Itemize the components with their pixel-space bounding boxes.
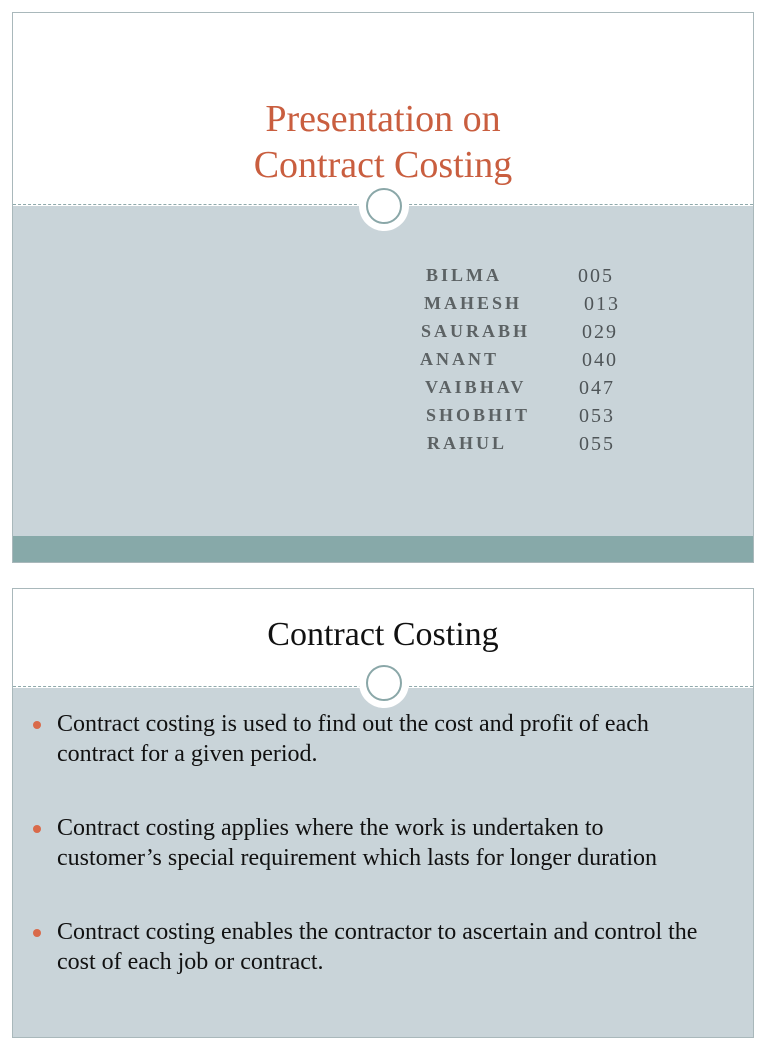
bullet-text: Contract costing applies where the work is undertaken to customer’s special requirement which lasts for longer duration [57,815,658,871]
bullet-item [33,709,713,769]
member-row [413,405,653,433]
member-name: MAHESH [424,293,523,313]
bullet-text: Contract costing is used to find out the cost and profit of each contract for a given period. [57,711,649,767]
member-list [413,265,653,461]
circle-ring [366,188,402,224]
member-name: SAURABH [421,321,531,341]
bullet-list [33,709,713,1021]
member-row [413,321,653,349]
content-slide [12,588,754,1038]
divider-circle-icon [359,658,409,708]
slide-title: Contract Costing [267,616,499,653]
bullet-text: Contract costing enables the contractor to ascertain and control the cost of each job or contract. [57,919,698,975]
member-row [413,293,653,321]
footer-bar [13,536,753,562]
member-roll: 055 [579,433,615,455]
member-name: SHOBHIT [426,405,531,425]
title-line-1: Presentation on [265,98,501,140]
bullet-dot-icon [33,929,41,937]
member-name: RAHUL [427,433,508,453]
member-name: ANANT [420,349,500,369]
member-row [413,433,653,461]
member-roll: 029 [582,321,618,343]
title-slide [12,12,754,563]
member-row [413,377,653,405]
bullet-dot-icon [33,721,41,729]
member-roll: 040 [582,349,618,371]
member-roll: 005 [578,265,614,287]
bullet-dot-icon [33,825,41,833]
member-name: VAIBHAV [425,377,527,397]
member-roll: 053 [579,405,615,427]
member-row [413,265,653,293]
member-roll: 013 [584,293,620,315]
bullet-item [33,813,713,873]
title-line-2: Contract Costing [253,144,513,186]
member-row [413,349,653,377]
bullet-item [33,917,713,977]
member-roll: 047 [579,377,615,399]
circle-ring [366,665,402,701]
divider-circle-icon [359,181,409,231]
member-name: BILMA [426,265,503,285]
presentation-title [13,96,753,188]
